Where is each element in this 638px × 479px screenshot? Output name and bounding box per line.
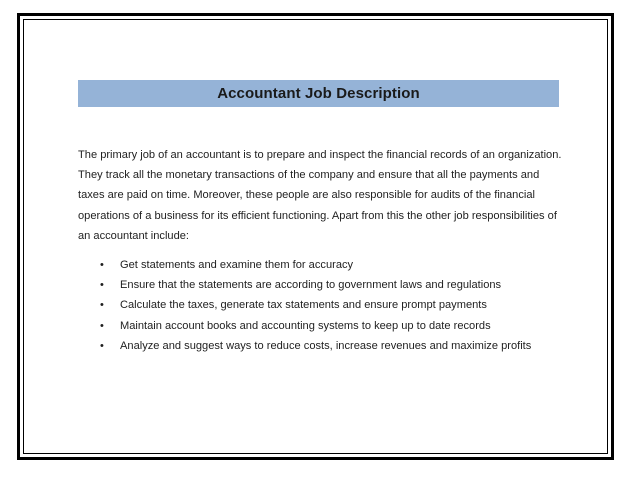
list-item-text: Maintain account books and accounting systems to keep up to date records xyxy=(120,319,491,332)
bullet-icon: • xyxy=(100,319,104,332)
list-item xyxy=(98,316,568,336)
responsibilities-list xyxy=(98,255,568,356)
list-item-text: Get statements and examine them for accuracy xyxy=(120,259,354,271)
list-item-text: Calculate the taxes, generate tax statements and ensure prompt payments xyxy=(120,299,487,312)
list-item-text: Ensure that the statements are according to government laws and regulations xyxy=(120,279,502,292)
bullet-icon: • xyxy=(100,339,104,352)
list-item xyxy=(98,255,568,275)
bullet-icon: • xyxy=(100,279,104,292)
list-item xyxy=(98,295,568,315)
list-item xyxy=(98,336,568,356)
intro-paragraph: The primary job of an accountant is to prepare and inspect the financial records of an organization. They track all the monetary transactions of the company and ensure that all the payments and taxes are paid on time. Moreover, these people are also responsible for audits of the financial operations of a business for its efficient functioning. Apart from this the other job responsibilities of an accountant include: xyxy=(78,149,562,242)
bullet-icon: • xyxy=(100,259,104,271)
document-title: Accountant Job Description xyxy=(217,85,420,102)
bullet-icon: • xyxy=(100,299,104,312)
list-item-text: Analyze and suggest ways to reduce costs, increase revenues and maximize profits xyxy=(120,339,532,352)
list-item xyxy=(98,275,568,295)
title-banner xyxy=(78,80,559,107)
